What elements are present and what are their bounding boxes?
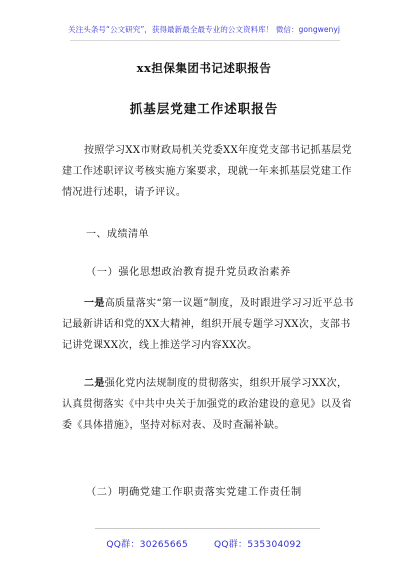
point-two-text: 强化党内法规制度的贯彻落实，组织开展学习XX次，认真贯彻落实《中共中央关于加强党的政治建设的意见》以及省委《具体措施》，坚持对标对表、及时查漏补缺。	[62, 378, 352, 431]
subsection-heading-party-responsibility: （二）明确党建工作职责落实党建工作责任制	[86, 487, 302, 498]
document-subtitle: 抓基层党建工作述职报告	[129, 101, 279, 116]
document-title: xx担保集团书记述职报告	[136, 61, 272, 75]
intro-paragraph: 按照学习XX市财政局机关党委XX年度党支部书记抓基层党建工作述职评议考核实施方案要求，现就一年来抓基层党建工作情况进行述职，请予评议。	[62, 145, 352, 198]
section-heading-achievements: 一、成绩清单	[86, 229, 149, 240]
footer-divider	[95, 528, 320, 529]
header-promo-banner: 关注头条号“公文研究”，获得最新最全最专业的公文资料库！ 微信：gongwenyj	[68, 25, 340, 34]
point-one-lead: 一是	[84, 298, 105, 309]
footer-qq-group-2: QQ群：535304092	[213, 540, 302, 550]
footer-qq-group-1: QQ群：30265665	[106, 540, 188, 550]
paragraph-point-two	[62, 373, 354, 436]
footer-contact	[0, 537, 408, 550]
point-two-lead: 二是	[84, 378, 105, 389]
subsection-heading-political-education: （一）强化思想政治教育提升党员政治素养	[86, 267, 291, 278]
header-divider	[70, 40, 340, 41]
paragraph-point-one	[62, 293, 354, 356]
point-one-text: 高质量落实“第一议题”制度，及时跟进学习习近平总书记最新讲话和党的XX大精神，组织开展专题学习XX次，支部书记讲党课XX次，线上推送学习内容XX次。	[62, 298, 354, 351]
